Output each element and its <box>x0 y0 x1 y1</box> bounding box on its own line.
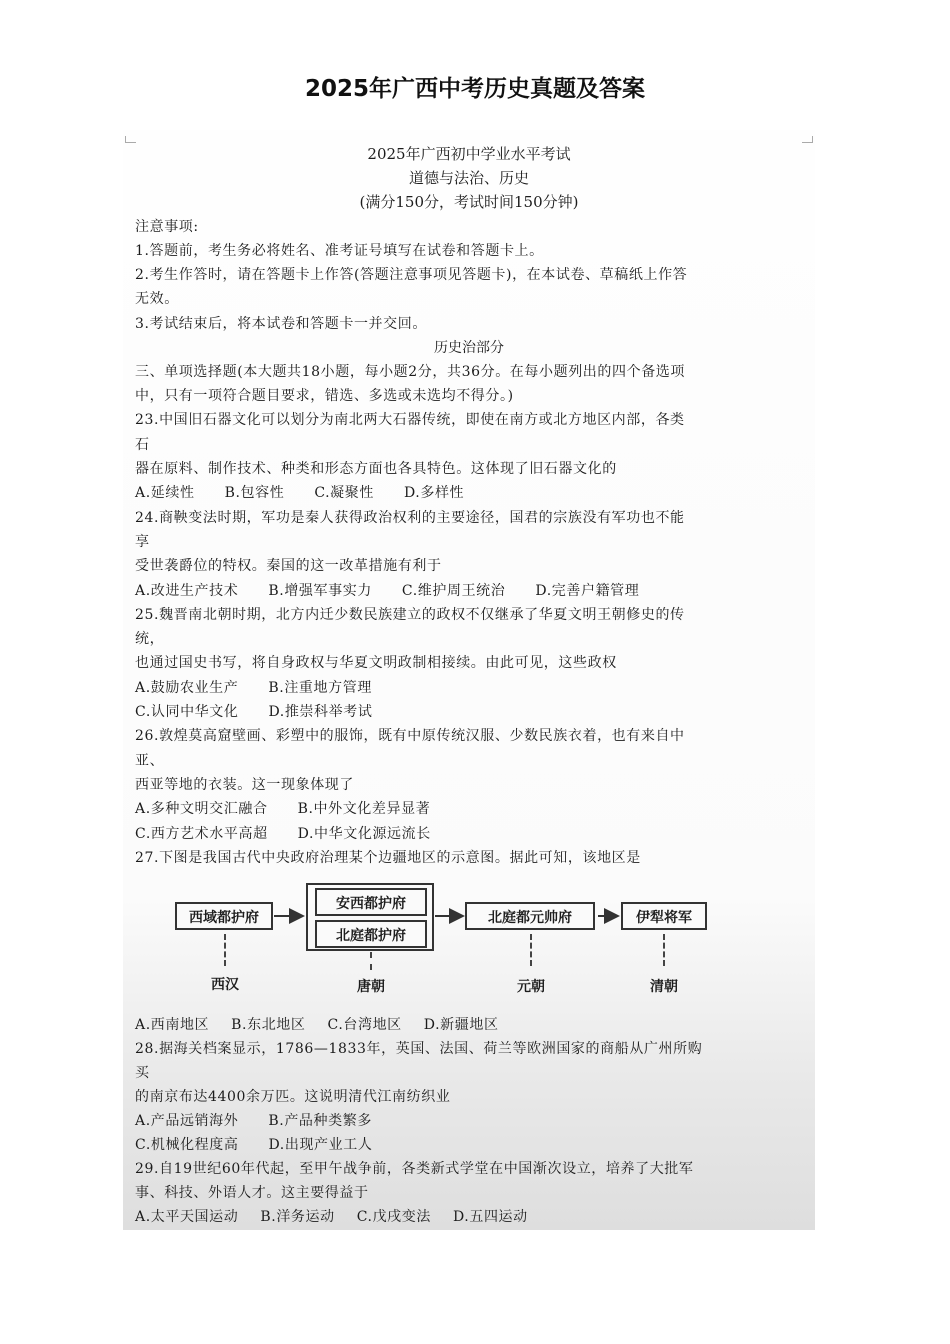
box-yili-jiangjun: 伊犁将军 <box>621 902 707 930</box>
option-a: A.鼓励农业生产 <box>135 680 239 696</box>
era-western-han: 西汉 <box>211 977 239 993</box>
option-d: D.出现产业工人 <box>268 1137 373 1153</box>
option-a: A.太平天国运动 <box>135 1209 239 1225</box>
option-c: C.机械化程度高 <box>135 1137 239 1153</box>
notice-item: 2.考生作答时，请在答题卡上作答(答题注意事项见答题卡)，在本试卷、草稿纸上作答 <box>135 267 688 283</box>
section-intro: 中，只有一项符合题目要求，错选、多选或未选均不得分。) <box>135 388 514 404</box>
document-title: 2025年广西中考历史真题及答案 <box>304 76 645 102</box>
box-beiting-duhufu: 北庭都护府 <box>315 920 427 948</box>
option-b: B.洋务运动 <box>260 1209 335 1225</box>
option-d: D.新疆地区 <box>423 1017 499 1033</box>
exam-title: 2025年广西初中学业水平考试 <box>367 145 571 163</box>
crop-mark-right <box>802 136 813 143</box>
option-c: C.西方艺术水平高超 <box>135 826 268 842</box>
question-29-text: 29.自19世纪60年代起，至甲午战争前，各类新式学堂在中国渐次设立，培养了大批军 <box>135 1161 694 1177</box>
question-23-text: 器在原料、制作技术、种类和形态方面也各具特色。这体现了旧石器文化的 <box>135 461 617 477</box>
question-25-text: 25.魏晋南北朝时期，北方内迁少数民族建立的政权不仅继承了华夏文明王朝修史的传 <box>135 607 685 623</box>
option-a: A.改进生产技术 <box>135 583 239 599</box>
option-b: B.中外文化差异显著 <box>297 801 431 817</box>
option-a: A.西南地区 <box>135 1017 210 1033</box>
question-27-options <box>135 1014 529 1034</box>
box-xiyu-duhufu: 西域都护府 <box>175 902 273 930</box>
option-a: A.多种文明交汇融合 <box>135 801 268 817</box>
option-c: C.认同中华文化 <box>135 704 239 720</box>
option-d: D.中华文化源远流长 <box>297 826 431 842</box>
option-c: C.维护周王统治 <box>401 583 506 599</box>
option-a: A.延续性 <box>135 485 195 501</box>
question-28-text: 28.据海关档案显示，1786—1833年，英国、法国、荷兰等欧洲国家的商船从广州所购 <box>135 1041 703 1057</box>
question-26-text: 26.敦煌莫高窟壁画、彩塑中的服饰，既有中原传统汉服、少数民族衣着，也有来自中 <box>135 728 685 744</box>
option-c: C.凝聚性 <box>314 485 374 501</box>
notice-heading: 注意事项: <box>135 219 199 235</box>
question-24-text: 24.商鞅变法时期，军功是秦人获得政治权利的主要途径，国君的宗族没有军功也不能 <box>135 510 685 526</box>
frontier-governance-diagram <box>163 878 763 1003</box>
question-25-options <box>135 701 402 721</box>
question-25-text: 也通过国史书写，将自身政权与华夏文明政制相接续。由此可见，这些政权 <box>135 655 617 671</box>
notice-item: 1.答题前，考生务必将姓名、准考证号填写在试卷和答题卡上。 <box>135 243 544 259</box>
question-29-text: 事、科技、外语人才。这主要得益于 <box>135 1185 369 1201</box>
question-25-text: 统， <box>135 631 165 647</box>
notice-item: 无效。 <box>135 291 179 307</box>
option-d: D.完善户籍管理 <box>535 583 640 599</box>
exam-subject: 道德与法治、历史 <box>408 169 529 187</box>
dash-line <box>530 934 532 966</box>
dash-line <box>224 934 226 966</box>
option-c: C.戊戌变法 <box>356 1209 431 1225</box>
question-29-options <box>135 1206 558 1226</box>
option-d: D.多样性 <box>403 485 465 501</box>
question-28-options <box>135 1110 402 1130</box>
option-c: C.台湾地区 <box>327 1017 402 1033</box>
era-yuan: 元朝 <box>517 979 545 995</box>
question-28-text: 买 <box>135 1065 150 1081</box>
question-25-options <box>135 677 402 697</box>
crop-mark-left <box>125 136 136 143</box>
notice-item: 3.考试结束后，将本试卷和答题卡一并交回。 <box>135 316 427 332</box>
question-27-text: 27.下图是我国古代中央政府治理某个边疆地区的示意图。据此可知，该地区是 <box>135 850 641 866</box>
question-23-options <box>135 482 494 502</box>
scanned-exam-page <box>123 130 815 1230</box>
option-b: B.产品种类繁多 <box>268 1113 372 1129</box>
option-a: A.产品远销海外 <box>135 1113 239 1129</box>
question-26-text: 西亚等地的衣装。这一现象体现了 <box>135 777 354 793</box>
era-qing: 清朝 <box>650 979 678 995</box>
section-intro: 三、单项选择题(本大题共18小题，每小题2分，共36分。在每小题列出的四个备选项 <box>135 364 685 380</box>
question-28-options <box>135 1134 402 1154</box>
section-title: 历史治部分 <box>434 340 504 356</box>
option-b: B.注重地方管理 <box>268 680 372 696</box>
option-b: B.包容性 <box>224 485 285 501</box>
option-b: B.增强军事实力 <box>268 583 372 599</box>
option-d: D.推崇科举考试 <box>268 704 373 720</box>
exam-meta: (满分150分，考试时间150分钟) <box>359 193 579 211</box>
era-tang: 唐朝 <box>357 979 385 995</box>
question-23-text: 23.中国旧石器文化可以划分为南北两大石器传统，即使在南方或北方地区内部，各类 <box>135 412 685 428</box>
question-24-text: 受世袭爵位的特权。秦国的这一改革措施有利于 <box>135 558 442 574</box>
question-26-text: 亚、 <box>135 753 165 769</box>
dash-line <box>663 934 665 966</box>
question-28-text: 的南京布达4400余万匹。这说明清代江南纺织业 <box>135 1089 451 1105</box>
question-24-text: 享 <box>135 534 150 550</box>
question-26-options <box>135 823 461 843</box>
question-26-options <box>135 798 460 818</box>
box-beiting-duyuanshuaifu: 北庭都元帅府 <box>465 902 595 930</box>
dash-line <box>370 952 372 970</box>
box-anxi-duhufu: 安西都护府 <box>315 888 427 916</box>
option-b: B.东北地区 <box>231 1017 306 1033</box>
question-24-options <box>135 580 669 600</box>
question-23-text: 石 <box>135 437 150 453</box>
option-d: D.五四运动 <box>452 1209 528 1225</box>
